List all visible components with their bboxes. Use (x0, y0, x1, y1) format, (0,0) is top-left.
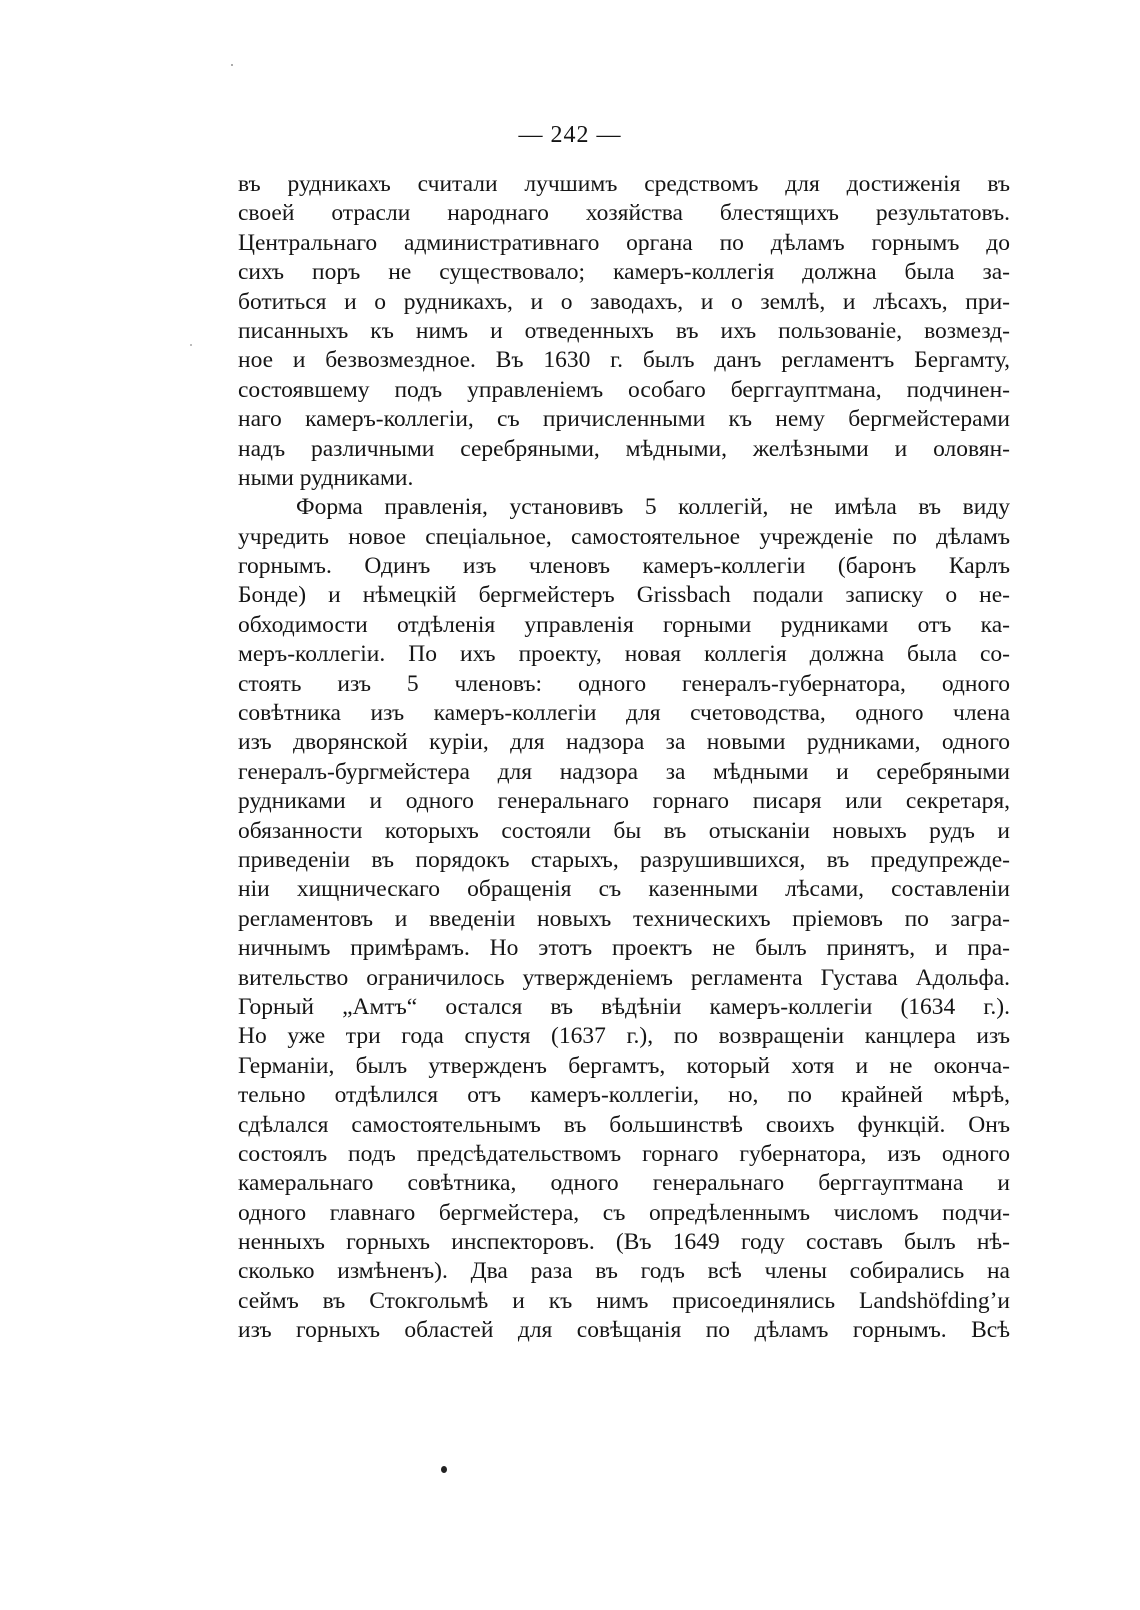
text-line: изъ дворянской куріи, для надзора за новыми рудниками, одного (238, 729, 1010, 756)
text-line: состоявшему подъ управленіемъ особаго берггауптмана, подчинен- (238, 376, 1010, 403)
text-line: ботиться и о рудникахъ, и о заводахъ, и о землѣ, и лѣсахъ, при- (238, 288, 1010, 315)
scan-speck (231, 64, 233, 66)
text-line: ничнымъ примѣрамъ. Но этотъ проектъ не былъ принятъ, и пра- (238, 935, 1010, 962)
text-line: ное и безвозмездное. Въ 1630 г. былъ данъ регламентъ Бергамту, (238, 347, 1010, 374)
text-line: своей отрасли народнаго хозяйства блестящихъ результатовъ. (238, 200, 1010, 227)
text-line: камеральнаго совѣтника, одного генеральнаго берггауптмана и (238, 1170, 1010, 1197)
text-line: вительство ограничилось утвержденіемъ регламента Густава Адольфа. (238, 964, 1010, 991)
text-line: совѣтника изъ камеръ-коллегіи для счетоводства, одного члена (238, 700, 1010, 727)
text-line: генералъ-бургмейстера для надзора за мѣдными и серебряными (238, 758, 1010, 785)
text-line: рудниками и одного генеральнаго горнаго писаря или секретаря, (238, 788, 1010, 815)
text-line: ніи хищническаго обращенія съ казенными лѣсами, составленіи (238, 876, 1010, 903)
text-line: сеймъ въ Стокгольмѣ и къ нимъ присоединялись Landshöfding’и (238, 1287, 1010, 1314)
text-line: горнымъ. Одинъ изъ членовъ камеръ-коллегіи (баронъ Карлъ (238, 553, 1010, 580)
text-line: тельно отдѣлился отъ камеръ-коллегіи, но, по крайней мѣрѣ, (238, 1082, 1010, 1109)
text-line: въ рудникахъ считали лучшимъ средствомъ для достиженія въ (238, 171, 1010, 197)
text-line: писанныхъ къ нимъ и отведенныхъ въ ихъ пользованіе, возмезд- (238, 317, 1010, 344)
text-line: сихъ поръ не существовало; камеръ-коллегія должна была за- (238, 259, 1010, 286)
text-line: Германіи, былъ утвержденъ бергамтъ, который хотя и не оконча- (238, 1052, 1010, 1079)
scan-speck (441, 1466, 447, 1473)
text-line: Горный „Амтъ“ остался въ вѣдѣніи камеръ-коллегіи (1634 г.). (238, 993, 1010, 1020)
text-line: обязанности которыхъ состояли бы въ отысканіи новыхъ рудъ и (238, 817, 1010, 844)
text-line: Центральнаго административнаго органа по дѣламъ горнымъ до (238, 229, 1010, 256)
text-line: Но уже три года спустя (1637 г.), по возвращеніи канцлера изъ (238, 1023, 1010, 1050)
text-line: обходимости отдѣленія управленія горными рудниками отъ ка- (238, 611, 1010, 638)
text-line: надъ различными серебряными, мѣдными, желѣзными и оловян- (238, 435, 1010, 462)
scan-speck (190, 344, 192, 346)
text-line: одного главнаго бергмейстера, съ опредѣленнымъ числомъ подчи- (238, 1199, 1010, 1226)
text-line: сколько измѣненъ). Два раза въ годъ всѣ члены собирались на (238, 1258, 1010, 1285)
text-line: приведеніи въ порядокъ старыхъ, разрушившихся, въ предупрежде- (238, 846, 1010, 873)
text-line: изъ горныхъ областей для совѣщанія по дѣламъ горнымъ. Всѣ (238, 1317, 1010, 1344)
text-line: наго камеръ-коллегіи, съ причисленными къ нему бергмейстерами (238, 406, 1010, 433)
text-line: Форма правленія, установивъ 5 коллегій, не имѣла въ виду (296, 494, 1010, 521)
body-text (238, 170, 1010, 1346)
text-line: ными рудниками. (238, 464, 414, 491)
text-line: сдѣлался самостоятельнымъ въ большинствѣ своихъ функцій. Онъ (238, 1111, 1010, 1138)
text-line: состоялъ подъ предсѣдательствомъ горнаго губернатора, изъ одного (238, 1140, 1010, 1167)
text-line: регламентовъ и введеніи новыхъ техническихъ пріемовъ по загра- (238, 905, 1010, 932)
text-line: ненныхъ горныхъ инспекторовъ. (Въ 1649 году составъ былъ нѣ- (238, 1229, 1010, 1256)
text-line: учредить новое спеціальное, самостоятельное учрежденіе по дѣламъ (238, 523, 1010, 550)
page-number: — 242 — (518, 122, 622, 148)
text-line: стоять изъ 5 членовъ: одного генералъ-губернатора, одного (238, 670, 1010, 697)
text-line: Бонде) и нѣмецкій бергмейстеръ Grissbach подали записку о не- (238, 582, 1010, 609)
text-line: меръ-коллегіи. По ихъ проекту, новая коллегія должна была со- (238, 641, 1010, 668)
